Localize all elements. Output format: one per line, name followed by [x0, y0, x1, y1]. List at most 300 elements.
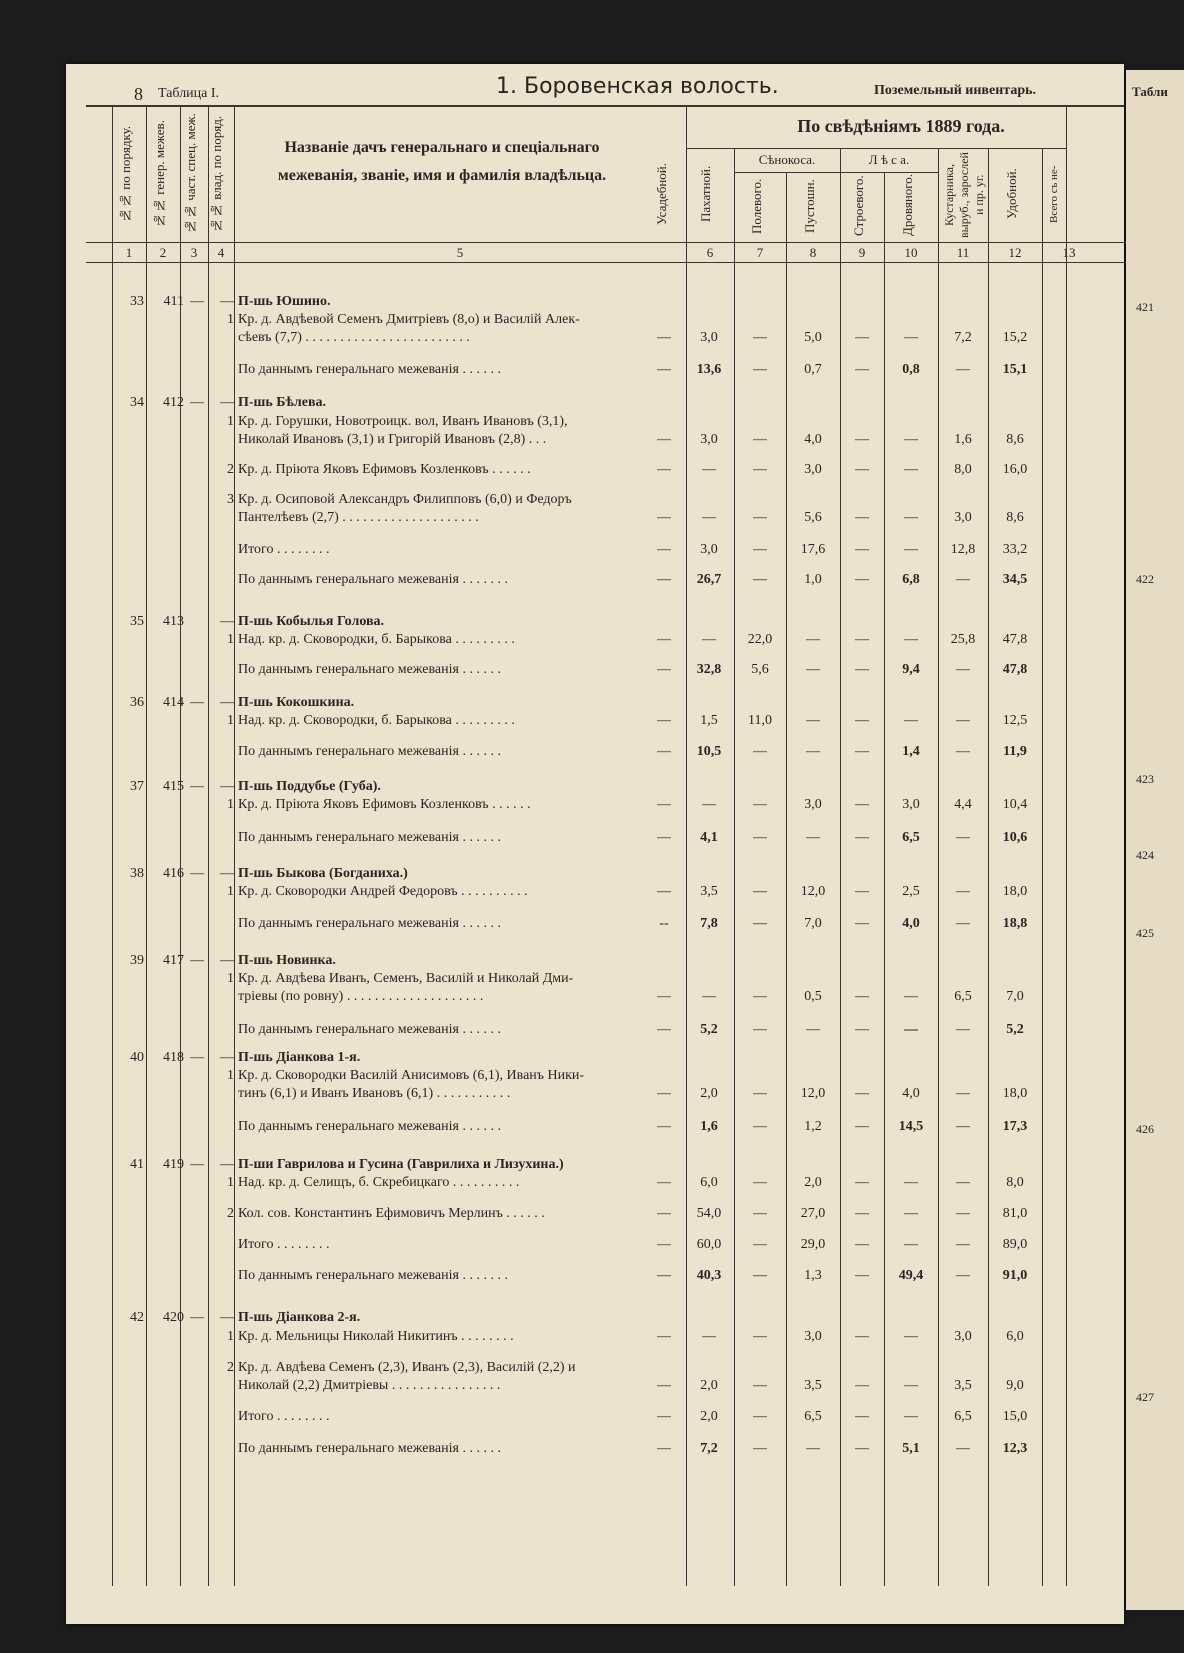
row-value: -- [659, 916, 669, 931]
row-general-no: 412 [163, 395, 184, 410]
row-value: 17,6 [800, 542, 826, 557]
row-special-no: — [190, 294, 204, 309]
row-value: — [956, 1206, 970, 1221]
row-value: — [956, 1237, 970, 1252]
row-value: — [753, 1378, 767, 1393]
table-row [66, 777, 1124, 797]
row-value: 3,5 [804, 1378, 822, 1393]
row-description: По даннымъ генеральнаго межеванія . . . . . . . [238, 1268, 508, 1283]
row-value: — [657, 1086, 671, 1101]
table-row [66, 693, 1124, 713]
row-value: 5,1 [902, 1441, 920, 1456]
row-value: — [956, 830, 970, 845]
row-owner-no: 1 [227, 1329, 234, 1344]
row-description: П-шь Новинка. [238, 953, 336, 968]
row-value: — [904, 1206, 918, 1221]
row-description: По даннымъ генеральнаго межеванія . . . . . . [238, 744, 501, 759]
row-value: — [702, 797, 716, 812]
row-value: 40,3 [696, 1268, 722, 1283]
row-description: По даннымъ генеральнаго межеванія . . . . . . [238, 916, 501, 931]
row-value: 27,0 [800, 1206, 826, 1221]
row-description: Над. кр. д. Селищъ, б. Скребицкаго . . . . . . . . . . [238, 1175, 520, 1190]
row-value: — [855, 1409, 869, 1424]
row-value: — [657, 1409, 671, 1424]
row-general-no: 418 [163, 1050, 184, 1065]
row-value: — [855, 1175, 869, 1190]
row-value: 3,0 [804, 462, 822, 477]
row-value: — [956, 916, 970, 931]
table-row [66, 508, 1124, 528]
col-header-1: №№ по порядку. [118, 125, 133, 223]
row-value: 6,5 [954, 1409, 972, 1424]
next-page-number: 422 [1136, 572, 1154, 586]
column-number: 12 [1008, 245, 1022, 260]
row-value: — [657, 1237, 671, 1252]
row-value: — [956, 1086, 970, 1101]
row-value: 3,0 [804, 797, 822, 812]
row-value: 18,8 [1002, 916, 1028, 931]
row-value: 10,6 [1002, 830, 1028, 845]
row-value: — [855, 989, 869, 1004]
row-value: — [657, 1268, 671, 1283]
row-value: — [657, 830, 671, 845]
row-value: 7,2 [954, 330, 972, 345]
row-value: — [855, 1086, 869, 1101]
row-value: 25,8 [950, 632, 976, 647]
row-description: Кр. д. Авдѣева Иванъ, Семенъ, Василій и Николай Дми- [238, 971, 574, 986]
col-header-3: №№ част. спец. меж. [183, 113, 198, 234]
row-value: — [657, 713, 671, 728]
column-number: 5 [456, 245, 464, 260]
table-row [66, 570, 1124, 590]
row-value: 6,5 [804, 1409, 822, 1424]
row-owner-no: 2 [227, 462, 234, 477]
row-value: — [806, 662, 820, 677]
row-value: 11,9 [1003, 744, 1027, 759]
table-row [66, 914, 1124, 934]
table-row [66, 1084, 1124, 1104]
row-value: 8,0 [1006, 1175, 1024, 1190]
table-row [66, 612, 1124, 632]
row-value: — [855, 797, 869, 812]
row-value: 7,2 [700, 1441, 718, 1456]
row-owner-no: — [220, 1310, 234, 1325]
row-value: 3,0 [804, 1329, 822, 1344]
row-value: — [855, 916, 869, 931]
row-value: — [753, 744, 767, 759]
row-value: — [753, 1329, 767, 1344]
table-row [66, 292, 1124, 312]
volost-title: 1. Боровенская волость. [496, 74, 779, 99]
row-owner-no: — [220, 866, 234, 881]
table-row [66, 1066, 1124, 1086]
row-value: — [904, 713, 918, 728]
ledger-page [66, 64, 1124, 1624]
row-value: — [657, 662, 671, 677]
row-value: — [657, 989, 671, 1004]
next-page-number: 427 [1136, 1390, 1154, 1404]
row-owner-no: 2 [227, 1360, 234, 1375]
row-description: По даннымъ генеральнаго межеванія . . . . . . [238, 830, 501, 845]
row-value: — [657, 1329, 671, 1344]
row-value: — [904, 330, 918, 345]
row-value: — [956, 1441, 970, 1456]
forest-header: Л ѣ с а. [868, 152, 910, 167]
row-description: По даннымъ генеральнаго межеванія . . . . . . [238, 1022, 501, 1037]
row-value: — [904, 462, 918, 477]
row-value: 0,5 [804, 989, 822, 1004]
row-value: 4,4 [954, 797, 972, 812]
col-header-13: Удобной. [1004, 168, 1019, 220]
table-row [66, 987, 1124, 1007]
row-value: — [806, 1022, 820, 1037]
row-value: 3,0 [902, 797, 920, 812]
row-general-no: 417 [163, 953, 184, 968]
row-value: 10,5 [696, 744, 722, 759]
row-value: 8,6 [1006, 432, 1024, 447]
row-value: — [753, 1119, 767, 1134]
col-header-12: Кустарника, выруб., зарослей и пр. уг. [942, 152, 986, 238]
col-header-2: №№ генер. межев. [152, 120, 167, 228]
row-value: — [753, 1175, 767, 1190]
row-general-no: 420 [163, 1310, 184, 1325]
row-owner-no: — [220, 294, 234, 309]
table-row [66, 430, 1124, 450]
row-value: 1,2 [804, 1119, 822, 1134]
row-value: 9,4 [902, 662, 920, 677]
row-value: 5,0 [804, 330, 822, 345]
row-general-no: 411 [163, 294, 184, 309]
table-row [66, 1204, 1124, 1224]
row-value: 7,0 [1006, 989, 1024, 1004]
col-header-4: №№ влад. по поряд. [209, 115, 224, 233]
row-value: — [904, 1022, 918, 1037]
row-value: — [753, 510, 767, 525]
row-value: 4,0 [902, 916, 920, 931]
row-description: По даннымъ генеральнаго межеванія . . . . . . . [238, 572, 508, 587]
row-value: 9,0 [1006, 1378, 1024, 1393]
row-description: По даннымъ генеральнаго межеванія . . . . . . [238, 662, 501, 677]
row-description: Николай (2,2) Дмитріевы . . . . . . . . . . . . . . . . [238, 1378, 501, 1393]
row-value: 5,2 [1006, 1022, 1024, 1037]
row-description: Кр. д. Сковородки Андрей Федоровъ . . . . . . . . . . [238, 884, 528, 899]
row-value: 6,0 [700, 1175, 718, 1190]
row-value: — [855, 632, 869, 647]
row-value: 14,5 [898, 1119, 924, 1134]
row-value: — [855, 884, 869, 899]
row-value: — [657, 744, 671, 759]
row-value: — [657, 572, 671, 587]
column-number: 1 [125, 245, 133, 260]
row-description: П-шь Юшино. [238, 294, 331, 309]
row-description: тріевы (по ровну) . . . . . . . . . . . . . . . . . . . . [238, 989, 484, 1004]
row-owner-no: 1 [227, 632, 234, 647]
next-page-number: 423 [1136, 772, 1154, 786]
row-value: — [753, 797, 767, 812]
row-value: — [855, 713, 869, 728]
row-order-no: 41 [130, 1157, 144, 1172]
col-header-7: Пахатной. [698, 165, 713, 223]
col-header-9: Пустошн. [802, 179, 817, 233]
row-value: 4,1 [700, 830, 718, 845]
row-value: 2,5 [902, 884, 920, 899]
table-row [66, 1173, 1124, 1193]
row-value: 3,5 [700, 884, 718, 899]
row-value: — [702, 510, 716, 525]
row-value: 7,8 [700, 916, 718, 931]
row-special-no: — [190, 1157, 204, 1172]
row-owner-no: 3 [227, 492, 234, 507]
row-value: — [657, 1119, 671, 1134]
row-value: — [855, 1022, 869, 1037]
row-value: 6,0 [1006, 1329, 1024, 1344]
column-number: 8 [809, 245, 817, 260]
row-value: — [702, 989, 716, 1004]
row-special-no: — [190, 866, 204, 881]
row-value: 3,0 [700, 432, 718, 447]
row-value: — [753, 1237, 767, 1252]
row-value: — [753, 542, 767, 557]
row-description: П-шь Кобылья Голова. [238, 614, 385, 629]
row-value: 1,5 [700, 713, 718, 728]
next-page-number: 424 [1136, 848, 1154, 862]
row-description: П-шь Діанкова 1-я. [238, 1050, 361, 1065]
col-header-11: Дровяного. [900, 173, 915, 236]
row-order-no: 34 [130, 395, 144, 410]
row-value: 5,6 [804, 510, 822, 525]
row-value: 26,7 [696, 572, 722, 587]
row-value: 18,0 [1002, 1086, 1028, 1101]
row-value: — [855, 662, 869, 677]
table-row [66, 393, 1124, 413]
row-value: 12,8 [950, 542, 976, 557]
row-value: — [657, 362, 671, 377]
row-value: — [657, 1378, 671, 1393]
column-number: 2 [159, 245, 167, 260]
row-value: — [855, 1268, 869, 1283]
table-row [66, 1358, 1124, 1378]
row-owner-no: 1 [227, 971, 234, 986]
row-value: 15,1 [1002, 362, 1028, 377]
row-value: — [657, 462, 671, 477]
row-owner-no: 1 [227, 713, 234, 728]
row-value: 1,6 [700, 1119, 718, 1134]
row-description: Над. кр. д. Сковородки, б. Барыкова . . . . . . . . . [238, 632, 515, 647]
row-description: П-шь Бѣлева. [238, 395, 327, 410]
row-value: 15,2 [1002, 330, 1028, 345]
row-value: 12,0 [800, 884, 826, 899]
row-value: 12,0 [800, 1086, 826, 1101]
table-row [66, 460, 1124, 480]
row-value: 17,3 [1002, 1119, 1028, 1134]
row-value: 1,4 [902, 744, 920, 759]
table-row [66, 1407, 1124, 1427]
row-value: — [904, 1237, 918, 1252]
row-owner-no: 1 [227, 312, 234, 327]
row-value: 2,0 [700, 1409, 718, 1424]
table-row [66, 1439, 1124, 1459]
row-value: — [904, 1409, 918, 1424]
row-value: 18,0 [1002, 884, 1028, 899]
row-value: — [806, 830, 820, 845]
row-value: 91,0 [1002, 1268, 1028, 1283]
row-order-no: 42 [130, 1310, 144, 1325]
row-general-no: 413 [163, 614, 184, 629]
row-value: 3,0 [700, 542, 718, 557]
row-owner-no: — [220, 614, 234, 629]
row-value: 11,0 [748, 713, 772, 728]
row-value: 2,0 [700, 1086, 718, 1101]
row-value: — [956, 572, 970, 587]
row-special-no: — [190, 779, 204, 794]
row-value: — [657, 1441, 671, 1456]
row-description: Кр. д. Мельницы Николай Никитинъ . . . . . . . . [238, 1329, 514, 1344]
table-row [66, 660, 1124, 680]
row-value: 2,0 [700, 1378, 718, 1393]
row-value: — [753, 916, 767, 931]
row-general-no: 414 [163, 695, 184, 710]
row-value: — [855, 510, 869, 525]
row-value: — [855, 1329, 869, 1344]
row-value: — [855, 1206, 869, 1221]
row-value: 1,6 [954, 432, 972, 447]
row-value: — [956, 884, 970, 899]
row-value: — [702, 632, 716, 647]
row-value: — [956, 662, 970, 677]
row-description: Кр. д. Осиповой Александръ Филипповъ (6,0) и Федоръ [238, 492, 572, 507]
row-value: — [904, 1329, 918, 1344]
row-value: 32,8 [696, 662, 722, 677]
row-description: П-шь Поддубье (Губа). [238, 779, 381, 794]
row-value: — [657, 797, 671, 812]
row-value: — [904, 510, 918, 525]
row-value: 4,0 [804, 432, 822, 447]
row-value: — [956, 1119, 970, 1134]
row-value: 6,8 [902, 572, 920, 587]
row-owner-no: — [220, 395, 234, 410]
row-value: — [753, 1441, 767, 1456]
row-value: 5,2 [700, 1022, 718, 1037]
table-row [66, 1266, 1124, 1286]
row-general-no: 415 [163, 779, 184, 794]
col-header-14: Всего съ не- [1048, 165, 1060, 223]
row-special-no: — [190, 1050, 204, 1065]
row-value: 2,0 [804, 1175, 822, 1190]
table-row [66, 795, 1124, 815]
row-value: 29,0 [800, 1237, 826, 1252]
row-value: 12,5 [1002, 713, 1028, 728]
row-value: — [657, 632, 671, 647]
row-value: — [753, 330, 767, 345]
column-number: 11 [956, 245, 970, 260]
col-header-8: Полевого. [749, 178, 764, 234]
row-value: — [855, 1378, 869, 1393]
row-value: — [956, 713, 970, 728]
table-row [66, 630, 1124, 650]
row-value: — [956, 1022, 970, 1037]
row-description: Кр. д. Авдѣева Семенъ (2,3), Иванъ (2,3), Василій (2,2) и [238, 1360, 576, 1375]
column-number: 9 [858, 245, 866, 260]
row-owner-no: — [220, 779, 234, 794]
row-value: — [702, 462, 716, 477]
row-value: — [855, 542, 869, 557]
row-owner-no: 1 [227, 884, 234, 899]
row-value: 3,0 [954, 510, 972, 525]
row-value: 3,5 [954, 1378, 972, 1393]
row-description: По даннымъ генеральнаго межеванія . . . . . . [238, 362, 501, 377]
row-special-no: — [190, 953, 204, 968]
row-value: — [855, 830, 869, 845]
row-owner-no: — [220, 695, 234, 710]
row-value: — [753, 1206, 767, 1221]
row-value: — [753, 989, 767, 1004]
row-order-no: 36 [130, 695, 144, 710]
row-owner-no: 1 [227, 1068, 234, 1083]
col-header-6: Усадебной. [654, 163, 669, 226]
row-general-no: 416 [163, 866, 184, 881]
row-value: 49,4 [898, 1268, 924, 1283]
row-order-no: 35 [130, 614, 144, 629]
table-row [66, 864, 1124, 884]
column-number: 4 [217, 245, 225, 260]
row-value: — [904, 1378, 918, 1393]
row-owner-no: 1 [227, 414, 234, 429]
row-value: 8,0 [954, 462, 972, 477]
row-description: Кр. д. Сковородки Василій Анисимовъ (6,1), Иванъ Ники- [238, 1068, 585, 1083]
row-value: — [753, 432, 767, 447]
table-row [66, 1376, 1124, 1396]
row-value: — [855, 572, 869, 587]
table-row [66, 711, 1124, 731]
row-value: 1,0 [804, 572, 822, 587]
table-row [66, 742, 1124, 762]
row-value: — [855, 432, 869, 447]
column-number: 3 [190, 245, 198, 260]
row-description: П-шь Кокошкина. [238, 695, 355, 710]
table-row [66, 882, 1124, 902]
row-value: 89,0 [1002, 1237, 1028, 1252]
row-value: — [855, 330, 869, 345]
row-value: — [855, 1237, 869, 1252]
row-description: Итого . . . . . . . . [238, 542, 330, 557]
column-number: 7 [756, 245, 764, 260]
table-row [66, 1155, 1124, 1175]
row-value: — [657, 330, 671, 345]
row-value: 16,0 [1002, 462, 1028, 477]
row-value: — [753, 1409, 767, 1424]
row-description: П-ши Гаврилова и Гусина (Гаврилиха и Лизухина.) [238, 1157, 564, 1172]
row-value: 12,3 [1002, 1441, 1028, 1456]
row-description: По даннымъ генеральнаго межеванія . . . . . . [238, 1119, 501, 1134]
row-order-no: 40 [130, 1050, 144, 1065]
row-value: — [855, 1441, 869, 1456]
row-owner-no: — [220, 1157, 234, 1172]
row-value: — [904, 632, 918, 647]
next-page-edge [1124, 70, 1184, 1610]
section-title: Поземельный инвентарь. [874, 83, 1037, 98]
row-value: — [657, 510, 671, 525]
row-value: 34,5 [1002, 572, 1028, 587]
row-value: 81,0 [1002, 1206, 1028, 1221]
row-value: — [657, 542, 671, 557]
row-value: — [806, 1441, 820, 1456]
row-value: 6,5 [954, 989, 972, 1004]
row-special-no: — [190, 1310, 204, 1325]
row-description: Кр. д. Пріюта Яковъ Ефимовъ Козленковъ . . . . . . [238, 462, 531, 477]
row-value: 13,6 [696, 362, 722, 377]
row-value: — [753, 462, 767, 477]
table-row [66, 1117, 1124, 1137]
